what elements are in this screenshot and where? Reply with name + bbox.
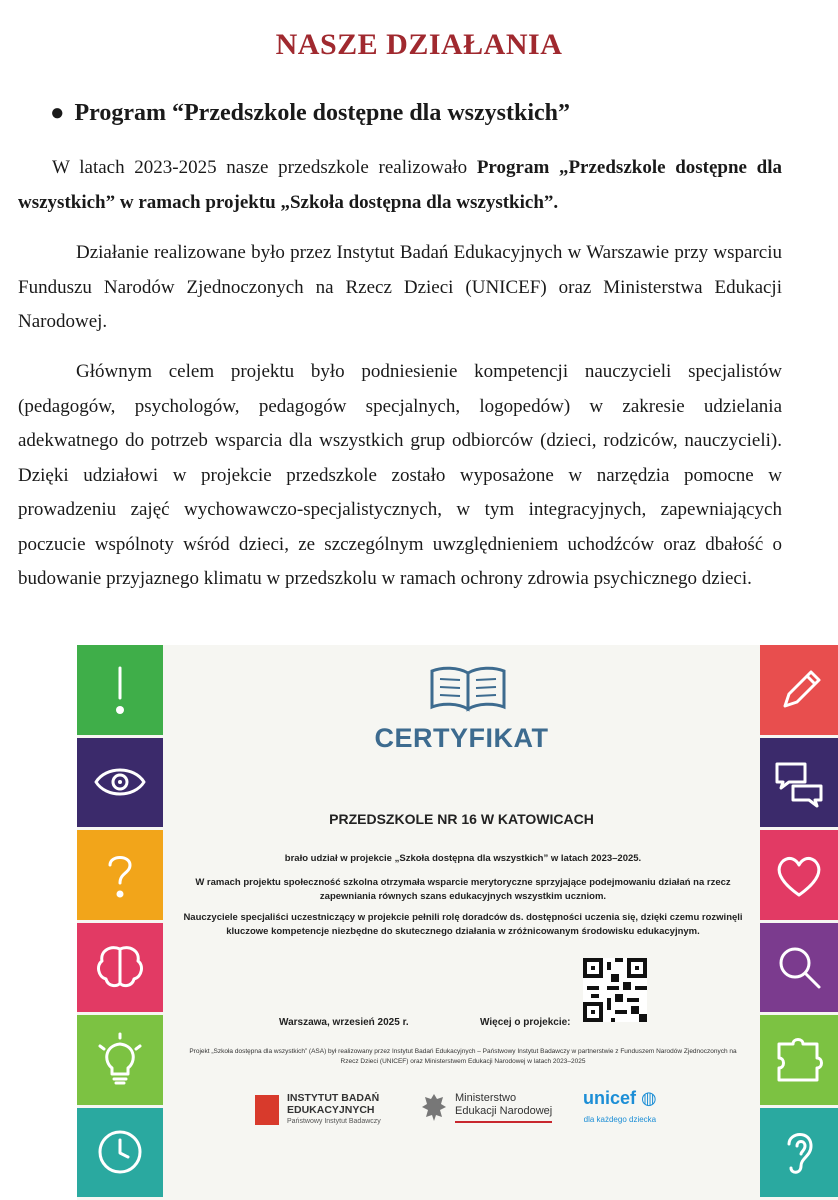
icon-tile: [77, 923, 163, 1013]
ibe-logo-mark: [255, 1095, 279, 1125]
globe-icon: ◍: [641, 1088, 657, 1108]
icon-tile: [760, 1108, 838, 1198]
program-heading: [50, 100, 570, 127]
eagle-emblem-icon: [421, 1090, 447, 1124]
ibe-logo-sub: Państwowy Instytut Badawczy: [287, 1118, 381, 1125]
lightbulb-icon: [92, 1032, 148, 1088]
certificate-line-1: brało udział w projekcie „Szkoła dostępna dla wszystkich” w latach 2023–2025.: [284, 853, 642, 864]
icon-tile: [760, 1015, 838, 1105]
certificate-photo: [77, 645, 838, 1200]
clock-icon: [92, 1124, 148, 1180]
pencil-icon: [771, 662, 827, 718]
question-icon: [92, 847, 148, 903]
program-heading-text: Program “Przedszkole dostępne dla wszystkich”: [74, 100, 571, 126]
page-title: NASZE DZIAŁANIA: [275, 28, 563, 61]
icon-tile: [760, 923, 838, 1013]
icon-tile: [760, 830, 838, 920]
men-logo: [421, 1090, 552, 1124]
icon-tile: [77, 830, 163, 920]
certificate-line-2: W ramach projektu społeczność szkolna otrzymała wsparcie merytoryczne sprzyjające podejmowaniu działań na rzecz zapewniania równych szans edukacyjnych wszystkim uczniom.: [195, 877, 731, 902]
men-logo-line2: Edukacji Narodowej: [455, 1104, 553, 1117]
left-icon-strip: [77, 645, 163, 1200]
icon-tile: [760, 645, 838, 735]
goal-paragraph: Głównym celem projektu było podniesienie kompetencji nauczycieli specjalistów (pedagogów, psychologów, pedagogów specjalnych, logopedów) w zakresie udzielania adekwatnego do potrzeb wsparcia dla wszystkich grup odbiorców (dzieci, rodziców, nauczycieli). Dzięki udziałowi w projekcie przedszkole zostało wyposażone w narzędzia pomocne w prowadzeniu zajęć wychowawczo-specjalistycznych, w tym integracyjnych, zapewniających poczucie wspólnoty wśród dzieci, ze szczególnym uwzględnieniem uchodźców oraz dbałość o budowanie przyjaznego klimatu w przedszkolu w ramach ochrony zdrowia psychicznego dzieci.: [18, 361, 782, 589]
qr-code-icon: [583, 958, 647, 1022]
brain-icon: [92, 939, 148, 995]
unicef-logo-sub: dla każdego dziecka: [583, 1115, 657, 1124]
ibe-logo-line2: EDUKACYJNYCH: [287, 1104, 375, 1116]
eye-icon: [92, 754, 148, 810]
certificate-more-info: Więcej o projekcie:: [480, 1017, 571, 1028]
exclamation-icon: [92, 662, 148, 718]
unicef-logo: [583, 1088, 657, 1124]
intro-text: W latach 2023-2025 nasze przedszkole realizowało: [52, 157, 477, 178]
puzzle-icon: [771, 1032, 827, 1088]
certificate-footer: Projekt „Szkoła dostępna dla wszystkich” (ASA) był realizowany przez Instytut Badań Edukacyjnych – Państwowy Instytut Badawczy w partnerstwie z Funduszem Narodów Zjednoczonych na Rzecz Dzieci (UNICEF) oraz Ministerstwem Edukacji Narodowej w latach 2023–2025: [189, 1048, 737, 1065]
partners-paragraph: Działanie realizowane było przez Instytut Badań Edukacyjnych w Warszawie przy wsparciu Funduszu Narodów Zjednoczonych na Rzecz Dzieci (UNICEF) oraz Ministerstwa Edukacji Narodowej.: [18, 242, 782, 332]
icon-tile: [77, 1108, 163, 1198]
intro-bold-text: Program „Przedszkole dostępne dla wszystkich” w ramach projektu „Szkoła dostępna dla wszystkich”.: [18, 157, 782, 213]
ibe-logo: [255, 1092, 381, 1128]
magnifier-icon: [771, 939, 827, 995]
speech-bubbles-icon: [771, 754, 827, 810]
icon-tile: [77, 738, 163, 828]
bullet-dot: ●: [50, 100, 65, 126]
ear-icon: [771, 1124, 827, 1180]
icon-tile: [77, 1015, 163, 1105]
ibe-logo-line1: INSTYTUT BADAŃ: [287, 1092, 380, 1104]
heart-icon: [771, 847, 827, 903]
unicef-logo-text: unicef: [583, 1088, 637, 1108]
icon-tile: [760, 738, 838, 828]
intro-paragraph: [18, 151, 782, 220]
icon-tile: [77, 645, 163, 735]
book-icon: [428, 663, 508, 713]
certificate-title: CERTYFIKAT: [374, 723, 549, 753]
certificate-body: [163, 645, 760, 1200]
certificate-school-name: PRZEDSZKOLE NR 16 W KATOWICACH: [329, 811, 594, 827]
certificate-line-3: Nauczyciele specjaliści uczestniczący w projekcie pełnili rolę doradców ds. dostępności uczenia się, dzięki czemu rozwinęli kluczowe kompetencje niezbędne do skutecznego działania w zróżnicowanym środowisku edukacyjnym.: [183, 912, 743, 937]
right-icon-strip: [760, 645, 838, 1200]
men-logo-line1: Ministerstwo: [455, 1091, 517, 1104]
certificate-place-date: Warszawa, wrzesień 2025 r.: [279, 1017, 409, 1028]
